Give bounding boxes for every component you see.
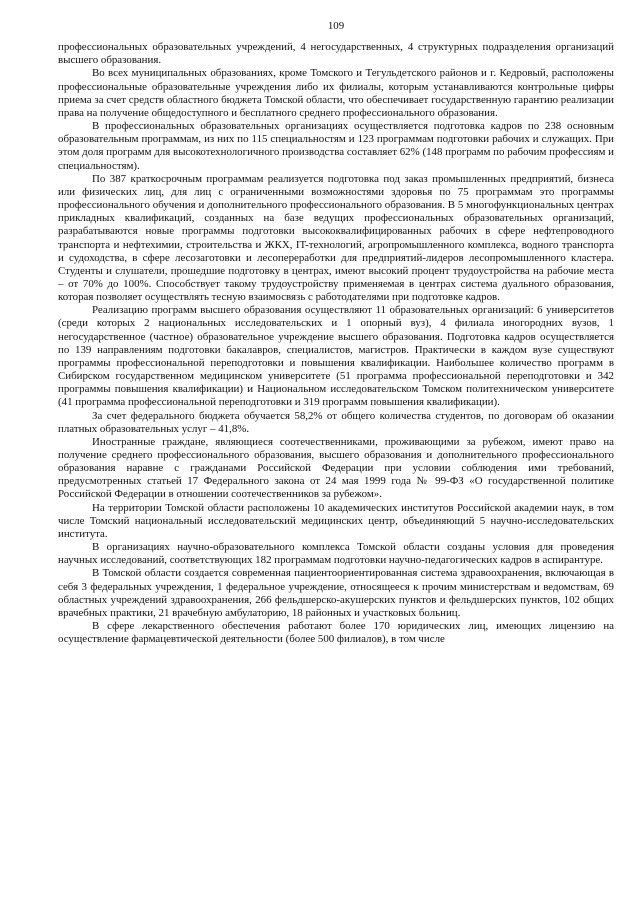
page-number: 109 <box>327 20 345 32</box>
paragraph: По 387 краткосрочным программам реализуется подготовка под заказ промышленных предприятий, бизнеса или физических лиц, для лиц с ограниченными возможностями здоровья по 75 программам это программы профессионального обучения и дополнительного профессионального образования. В 5 многофункциональных центрах прикладных квалификаций, созданных на базе ведущих профессиональных образовательных организаций, разрабатываются новые программы подготовки высококвалифицированных рабочих в сфере нефтепроводного транспорта и нефтехимии, строительства и ЖКХ, IT-технологий, агропромышленного комплекса, водного транспорта и судоходства, в сфере лесозаготовки и лесопереработки для предприятий-лидеров лесопромышленного кластера. Студенты и слушатели, прошедшие подготовку в центрах, имеют высокий процент трудоустройства на рабочие места – от 70% до 100%. Способствует такому трудоустройству применяемая в центрах система дуального образования, которая позволяет осуществлять тесную взаимосвязь с работодателями при подготовке кадров. <box>58 172 614 304</box>
paragraph: Во всех муниципальных образованиях, кроме Томского и Тегульдетского районов и г. Кедровый, расположены профессиональные образовательные учреждения либо их филиалы, которым устанавливаются контрольные цифры приема за счет средств областного бюджета Томской области, что обеспечивает государственную гарантию реализации права на получение общедоступного и бесплатного среднего профессионального образования. <box>58 67 614 119</box>
paragraph: На территории Томской области расположены 10 академических институтов Российской академии наук, в том числе Томский национальный исследовательский медицинских центр, объединяющий 5 научно-исследовательских института. <box>58 501 614 540</box>
paragraph: Реализацию программ высшего образования осуществляют 11 образовательных организаций: 6 университетов (среди которых 2 национальных исследовательских и 1 опорный вуз), 4 филиала иногородних вузов, 1 негосударственное (частное) образовательное учреждение высшего образования. Подготовка кадров осуществляется по 139 направлениям подготовки бакалавров, специалистов, магистров. Практически в каждом вузе существуют программы профессиональной переподготовки и повышения квалификации. Наибольшее количество программ в Сибирском государственном медицинском университете (51 программа профессиональной переподготовки и 342 программы повышения квалификации) и Национальном исследовательском Томском политехническом университете (41 программа профессиональной переподготовки и 319 программ повышения квалификации). <box>58 304 614 409</box>
paragraph: В сфере лекарственного обеспечения работают более 170 юридических лиц, имеющих лицензию на осуществление фармацевтической деятельности (более 500 филиалов), в том числе <box>58 620 614 646</box>
paragraph: В Томской области создается современная пациентоориентированная система здравоохранения, включающая в себя 3 федеральных учреждения, 1 федеральное учреждение, относящееся к прочим министерствам и ведомствам, 69 областных учреждений здравоохранения, 266 фельдшерско-акушерских пунктов и фельдшерских пунктов, 102 общих врачебных практики, 21 врачебную амбулаторию, 18 районных и участковых больниц. <box>58 567 614 619</box>
paragraph: профессиональных образовательных учреждений, 4 негосударственных, 4 структурных подразделения организаций высшего образования. <box>58 41 614 67</box>
paragraph: Иностранные граждане, являющиеся соотечественниками, проживающими за рубежом, имеют право на получение среднего профессионального образования, высшего образования и дополнительного профессионального образования наравне с гражданами Российской Федерации при условии соблюдения ими требований, предусмотренных статьей 17 Федерального закона от 24 мая 1999 года № 99-ФЗ «О государственной политике Российской Федерации в отношении соотечественников за рубежом». <box>58 435 614 501</box>
body-text <box>58 41 614 646</box>
paragraph: За счет федерального бюджета обучается 58,2% от общего количества студентов, по договорам об оказании платных образовательных услуг – 41,8%. <box>58 409 614 435</box>
paragraph: В организациях научно-образовательного комплекса Томской области созданы условия для проведения научных исследований, соответствующих 182 программам подготовки научно-педагогических кадров в аспирантуре. <box>58 541 614 567</box>
paragraph: В профессиональных образовательных организациях осуществляется подготовка кадров по 238 основным образовательным программам, из них по 115 специальностям и 123 программам подготовки рабочих и служащих. При этом доля программ для высокотехнологичного производства составляет 62% (148 программ по рабочим профессиям и специальностям). <box>58 120 614 172</box>
